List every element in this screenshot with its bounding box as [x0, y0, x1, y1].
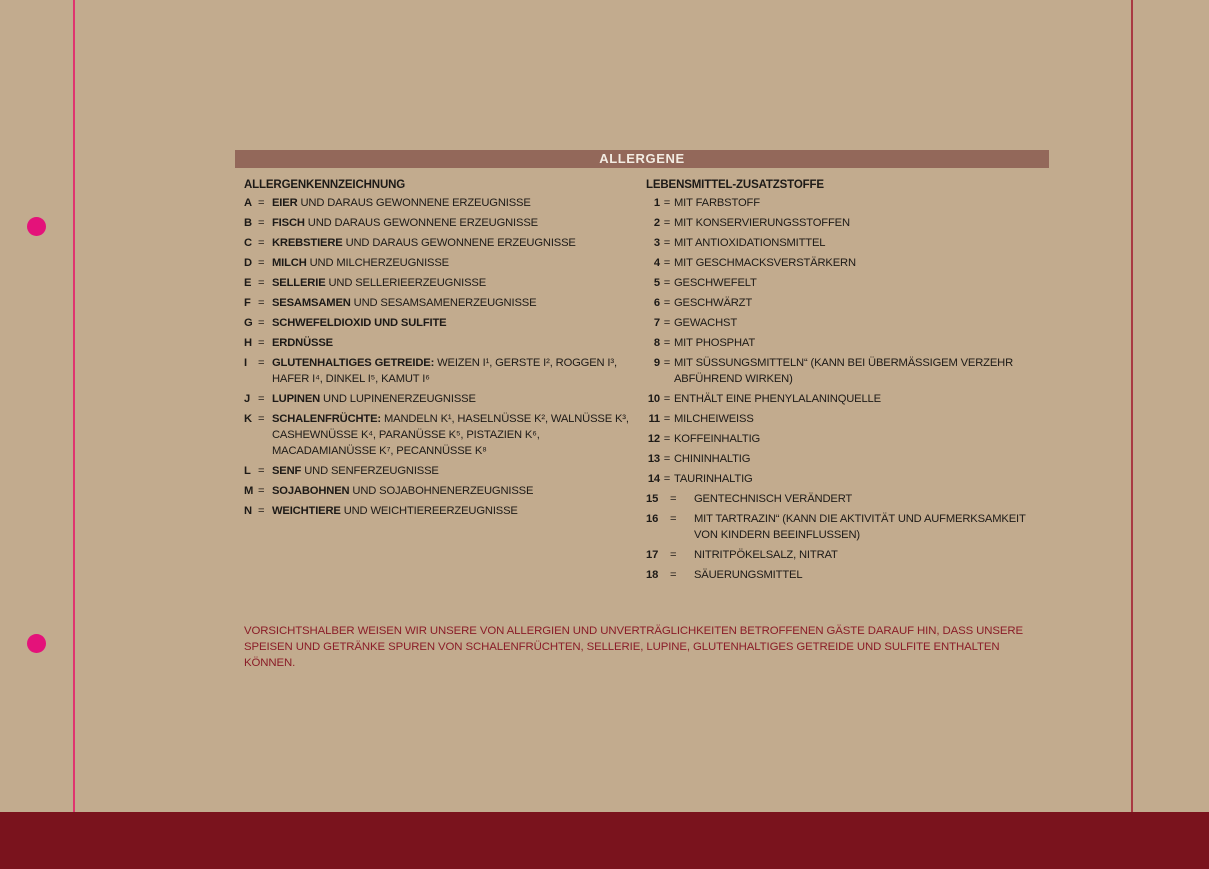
equals-sign: =	[258, 393, 265, 405]
allergen-detail: UND MILCHERZEUGNISSE	[306, 257, 449, 269]
additive-row	[646, 355, 1026, 387]
additive-list	[646, 195, 1026, 583]
additive-row	[646, 335, 1026, 351]
additive-number: 10	[647, 393, 660, 405]
right-margin-line	[1131, 0, 1133, 812]
additive-heading: LEBENSMITTEL-ZUSATZSTOFFE	[646, 179, 824, 191]
additive-row	[646, 511, 1026, 543]
allergen-name: SELLERIE	[272, 277, 326, 289]
allergen-text	[272, 315, 639, 331]
additive-number: 14	[647, 473, 660, 485]
allergen-name: EIER	[272, 197, 298, 209]
allergen-text	[272, 195, 639, 211]
allergen-code: C	[244, 237, 252, 249]
additive-row	[646, 315, 1026, 331]
allergy-notice: VORSICHTSHALBER WEISEN WIR UNSERE VON ALLERGIEN UND UNVERTRÄGLICHKEITEN BETROFFENEN GÄSTE DARAUF HIN, DASS UNSERE SPEISEN UND GETRÄNKE SPUREN VON SCHALENFRÜCHTEN, SELLERIE, LUPINE, GLUTENHALTIGES GETREIDE UND SULFITE ENTHALTEN KÖNNEN.	[244, 625, 1024, 669]
equals-sign: =	[258, 413, 265, 425]
additive-text: MIT SÜSSUNGSMITTELN“ (KANN BEI ÜBERMÄSSIGEM VERZEHR ABFÜHREND WIRKEN)	[674, 357, 1013, 385]
additive-row	[646, 391, 1026, 407]
equals-sign: =	[663, 393, 671, 405]
allergen-name: SENF	[272, 465, 302, 477]
equals-sign: =	[663, 473, 671, 485]
additive-number: 8	[653, 337, 660, 349]
additive-row	[646, 471, 1026, 487]
allergen-text	[272, 503, 639, 519]
allergen-detail: UND DARAUS GEWONNENE ERZEUGNISSE	[304, 217, 538, 229]
allergen-row	[244, 483, 639, 499]
equals-sign: =	[258, 217, 265, 229]
equals-sign: =	[258, 505, 265, 517]
additive-number: 7	[653, 317, 660, 329]
allergen-name: FISCH	[272, 217, 305, 229]
additive-text: MIT ANTIOXIDATIONSMITTEL	[674, 237, 826, 249]
allergen-text	[272, 275, 639, 291]
allergen-code: J	[244, 393, 251, 405]
allergen-text	[272, 215, 639, 231]
allergen-row	[244, 255, 639, 271]
allergen-detail: UND DARAUS GEWONNENE ERZEUGNISSE	[342, 237, 576, 249]
allergen-heading: ALLERGENKENNZEICHNUNG	[244, 179, 406, 191]
allergen-text	[272, 483, 639, 499]
allergen-name: KREBSTIERE	[272, 237, 343, 249]
equals-sign: =	[258, 237, 265, 249]
allergen-row	[244, 295, 639, 311]
additive-number: 11	[648, 413, 660, 425]
additive-row	[646, 195, 1026, 211]
equals-sign: =	[258, 337, 265, 349]
allergen-detail: MANDELN K¹, HASELNÜSSE K², WALNÜSSE K³, CASHEWNÜSSE K⁴, PARANÜSSE K⁵, PISTAZIEN K⁶, MACADAMIANÜSSE K⁷, PECANNÜSSE K⁸	[272, 413, 629, 457]
additive-row	[646, 451, 1026, 467]
allergen-name: SCHWEFELDIOXID UND SULFITE	[272, 317, 447, 329]
equals-sign: =	[258, 317, 265, 329]
equals-sign: =	[663, 433, 671, 445]
allergen-name: GLUTENHALTIGES GETREIDE:	[272, 357, 435, 369]
equals-sign: =	[663, 453, 671, 465]
equals-sign: =	[258, 297, 265, 309]
additive-text: GESCHWEFELT	[674, 277, 757, 289]
allergen-text	[272, 255, 639, 271]
equals-sign: =	[258, 485, 265, 497]
additive-row	[646, 567, 1026, 583]
additive-row	[646, 275, 1026, 291]
equals-sign: =	[258, 257, 265, 269]
equals-sign: =	[663, 277, 671, 289]
additive-text: GENTECHNISCH VERÄNDERT	[694, 493, 853, 505]
allergen-row	[244, 215, 639, 231]
additive-text: MIT TARTRAZIN“ (KANN DIE AKTIVITÄT UND AUFMERKSAMKEIT VON KINDERN BEEINFLUSSEN)	[694, 513, 1026, 541]
binder-hole-top	[27, 217, 46, 236]
additive-number: 6	[653, 297, 660, 309]
allergen-row	[244, 391, 639, 407]
allergen-code: N	[244, 505, 252, 517]
additive-number: 9	[653, 357, 660, 369]
additive-row	[646, 215, 1026, 231]
additive-row	[646, 235, 1026, 251]
allergen-row	[244, 463, 639, 479]
allergen-text	[272, 391, 639, 407]
equals-sign: =	[663, 357, 671, 369]
equals-sign: =	[663, 317, 671, 329]
equals-sign: =	[670, 549, 677, 561]
additive-text: MIT GESCHMACKSVERSTÄRKERN	[674, 257, 856, 269]
allergen-code: D	[244, 257, 252, 269]
allergen-code: K	[244, 413, 252, 425]
equals-sign: =	[258, 357, 265, 369]
additive-row	[646, 491, 1026, 507]
additive-text: CHININHALTIG	[674, 453, 751, 465]
equals-sign: =	[663, 217, 671, 229]
allergen-name: SOJABOHNEN	[272, 485, 350, 497]
allergen-name: MILCH	[272, 257, 307, 269]
equals-sign: =	[258, 197, 265, 209]
additive-text: GEWACHST	[674, 317, 738, 329]
equals-sign: =	[670, 569, 677, 581]
allergen-list	[244, 195, 639, 519]
equals-sign: =	[663, 337, 671, 349]
allergen-row	[244, 235, 639, 251]
allergen-row	[244, 503, 639, 519]
allergen-code: F	[244, 297, 251, 309]
allergen-code: H	[244, 337, 252, 349]
allergen-code: M	[244, 485, 254, 497]
allergen-row	[244, 195, 639, 211]
allergen-code: E	[244, 277, 252, 289]
additive-text: NITRITPÖKELSALZ, NITRAT	[694, 549, 838, 561]
allergen-detail: UND SOJABOHNENERZEUGNISSE	[349, 485, 534, 497]
additive-text: ENTHÄLT EINE PHENYLALANINQUELLE	[674, 393, 881, 405]
additive-number: 2	[653, 217, 660, 229]
allergen-text	[272, 411, 639, 459]
additive-text: MIT KONSERVIERUNGSSTOFFEN	[674, 217, 850, 229]
additive-text: SÄUERUNGSMITTEL	[694, 569, 803, 581]
allergen-text	[272, 463, 639, 479]
additive-number: 12	[647, 433, 660, 445]
additive-row	[646, 411, 1026, 427]
additive-number: 15	[646, 493, 659, 505]
allergen-code: I	[244, 357, 247, 369]
allergen-text	[272, 355, 639, 387]
equals-sign: =	[663, 197, 671, 209]
page-title: ALLERGENE	[235, 150, 1049, 168]
additive-number: 4	[653, 257, 660, 269]
additive-number: 18	[646, 569, 659, 581]
allergen-detail: UND SESAMSAMENERZEUGNISSE	[350, 297, 537, 309]
allergen-detail: UND DARAUS GEWONNENE ERZEUGNISSE	[297, 197, 531, 209]
footer-bar	[0, 812, 1209, 869]
allergen-text	[272, 335, 639, 351]
additive-number: 3	[653, 237, 660, 249]
additive-text: MIT PHOSPHAT	[674, 337, 756, 349]
allergen-column	[244, 177, 639, 523]
additive-number: 5	[653, 277, 660, 289]
additive-number: 17	[646, 549, 659, 561]
allergen-code: A	[244, 197, 252, 209]
additive-row	[646, 547, 1026, 563]
allergen-name: WEICHTIERE	[272, 505, 341, 517]
binder-hole-bottom	[27, 634, 46, 653]
allergen-code: B	[244, 217, 252, 229]
additive-number: 16	[646, 513, 659, 525]
left-margin-line	[73, 0, 75, 869]
allergen-text	[272, 295, 639, 311]
allergen-detail: WEIZEN I¹, GERSTE I², ROGGEN I³, HAFER I⁴, DINKEL I⁵, KAMUT I⁶	[272, 357, 617, 385]
equals-sign: =	[663, 257, 671, 269]
additive-number: 13	[647, 453, 660, 465]
additive-column	[646, 177, 1026, 587]
additive-text: GESCHWÄRZT	[674, 297, 753, 309]
equals-sign: =	[258, 277, 265, 289]
equals-sign: =	[663, 297, 671, 309]
equals-sign: =	[670, 493, 677, 505]
additive-text: TAURINHALTIG	[674, 473, 753, 485]
additive-row	[646, 255, 1026, 271]
allergen-detail: UND SELLERIEERZEUGNISSE	[325, 277, 487, 289]
additive-row	[646, 295, 1026, 311]
allergen-detail: UND WEICHTIEREERZEUGNISSE	[340, 505, 518, 517]
equals-sign: =	[670, 513, 677, 525]
allergen-row	[244, 315, 639, 331]
allergen-row	[244, 355, 639, 387]
equals-sign: =	[663, 413, 671, 425]
additive-number: 1	[653, 197, 660, 209]
allergen-name: LUPINEN	[272, 393, 321, 405]
equals-sign: =	[663, 237, 671, 249]
allergen-name: ERDNÜSSE	[272, 337, 333, 349]
additive-row	[646, 431, 1026, 447]
additive-text: KOFFEINHALTIG	[674, 433, 761, 445]
allergen-code: G	[244, 317, 253, 329]
allergen-row	[244, 335, 639, 351]
allergen-detail: UND LUPINENERZEUGNISSE	[320, 393, 476, 405]
allergen-text	[272, 235, 639, 251]
allergen-code: L	[244, 465, 251, 477]
equals-sign: =	[258, 465, 265, 477]
additive-text: MIT FARBSTOFF	[674, 197, 760, 209]
allergen-row	[244, 411, 639, 459]
additive-text: MILCHEIWEISS	[674, 413, 754, 425]
allergen-row	[244, 275, 639, 291]
allergen-name: SESAMSAMEN	[272, 297, 351, 309]
allergen-detail: UND SENFERZEUGNISSE	[301, 465, 439, 477]
allergen-name: SCHALENFRÜCHTE:	[272, 413, 381, 425]
